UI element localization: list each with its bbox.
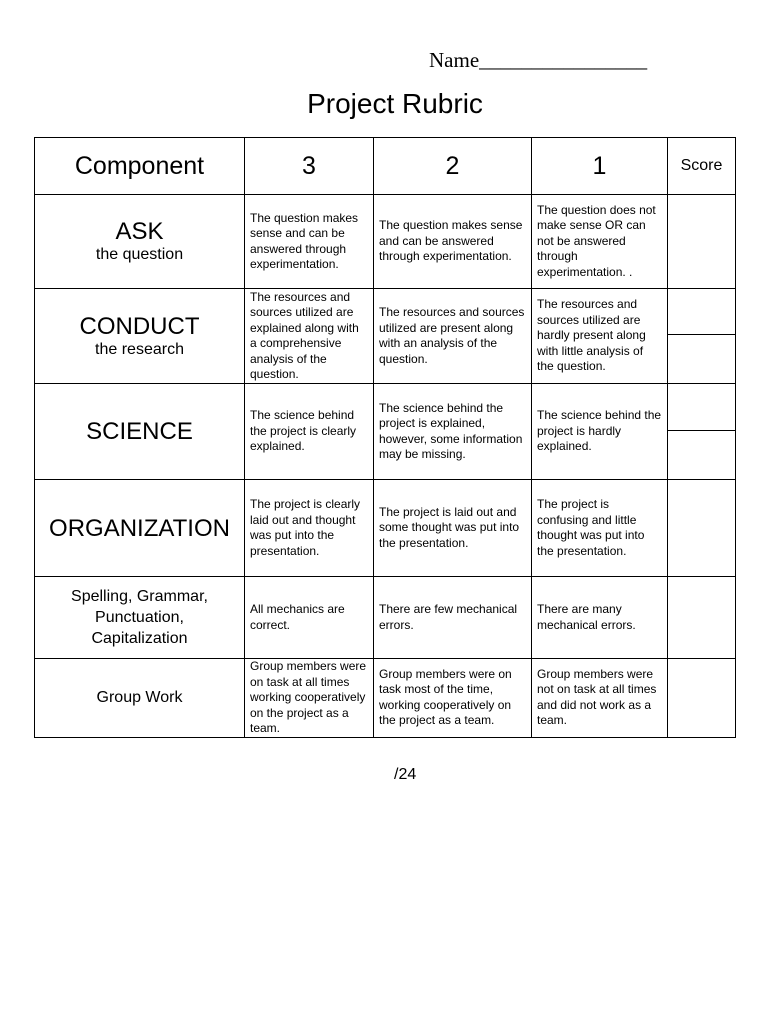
score-cell[interactable] (668, 577, 736, 659)
component-name: Group Work (96, 689, 183, 707)
component-name: ASK (115, 218, 164, 245)
criteria-3: The project is clearly laid out and thought was put into the presentation. (245, 480, 374, 577)
criteria-2: Group members were on task most of the time, working cooperatively on the project as a team. (374, 659, 532, 738)
total-score: /24 (394, 766, 417, 783)
column-header-2: 2 (374, 138, 532, 195)
column-header-1: 1 (532, 138, 668, 195)
table-row (35, 480, 736, 577)
criteria-3: Group members were on task at all times working cooperatively on the project as a team. (245, 659, 374, 738)
component-cell (35, 384, 245, 480)
criteria-2: The question makes sense and can be answered through experimentation. (374, 195, 532, 289)
component-name: ORGANIZATION (49, 514, 230, 542)
score-cell[interactable] (668, 384, 736, 480)
table-row (35, 289, 736, 384)
criteria-3: The science behind the project is clearly explained. (245, 384, 374, 480)
component-name: CONDUCT (79, 312, 200, 340)
component-cell (35, 659, 245, 738)
criteria-1: The question does not make sense OR can not be answered through experimentation. . (532, 195, 668, 289)
column-header-3: 3 (245, 138, 374, 195)
column-header-score: Score (668, 138, 736, 195)
component-cell (35, 289, 245, 384)
table-row (35, 195, 736, 289)
criteria-3: The resources and sources utilized are explained along with a comprehensive analysis of the question. (245, 289, 374, 384)
criteria-2: The resources and sources utilized are present along with an analysis of the question. (374, 289, 532, 384)
criteria-1: The science behind the project is hardly explained. (532, 384, 668, 480)
table-row (35, 659, 736, 738)
rubric-table (34, 137, 736, 738)
criteria-1: There are many mechanical errors. (532, 577, 668, 659)
score-box-bottom[interactable] (668, 431, 735, 479)
column-header-component: Component (35, 138, 245, 195)
component-subtitle: the question (95, 246, 184, 263)
criteria-3: All mechanics are correct. (245, 577, 374, 659)
criteria-2: There are few mechanical errors. (374, 577, 532, 659)
criteria-2: The science behind the project is explained, however, some information may be missing. (374, 384, 532, 480)
component-cell (35, 577, 245, 659)
page-title: Project Rubric (307, 88, 483, 119)
component-cell (35, 480, 245, 577)
table-row (35, 384, 736, 480)
score-box-top[interactable] (668, 289, 735, 335)
score-cell[interactable] (668, 659, 736, 738)
score-cell[interactable] (668, 289, 736, 384)
name-field-label: Name________________ (429, 48, 648, 72)
criteria-1: Group members were not on task at all times and did not work as a team. (532, 659, 668, 738)
table-header-row (35, 138, 736, 195)
score-box-top[interactable] (668, 384, 735, 431)
score-cell[interactable] (668, 480, 736, 577)
score-box-bottom[interactable] (668, 335, 735, 383)
component-subtitle: the research (95, 340, 184, 358)
criteria-3: The question makes sense and can be answered through experimentation. (245, 195, 374, 289)
criteria-1: The resources and sources utilized are hardly present along with little analysis of the question. (532, 289, 668, 384)
score-cell[interactable] (668, 195, 736, 289)
component-name: Spelling, Grammar, Punctuation, Capitalization (71, 588, 208, 647)
criteria-2: The project is laid out and some thought was put into the presentation. (374, 480, 532, 577)
table-row (35, 577, 736, 659)
component-cell (35, 195, 245, 289)
criteria-1: The project is confusing and little thought was put into the presentation. (532, 480, 668, 577)
component-name: SCIENCE (86, 418, 193, 445)
